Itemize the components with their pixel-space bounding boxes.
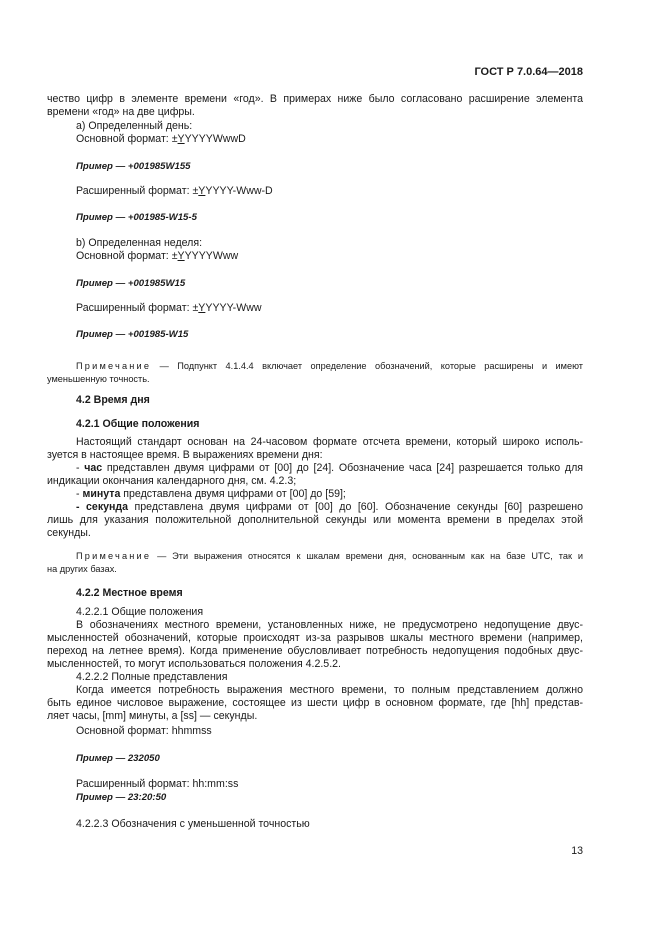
note-2-line-2: на других базах. bbox=[47, 564, 117, 574]
item-a-extended-format bbox=[76, 185, 273, 198]
time-example-1: Пример — 232050 bbox=[76, 753, 160, 764]
term-second: - секунда bbox=[76, 501, 129, 513]
item-a-example-1: Пример — +001985W155 bbox=[76, 161, 191, 172]
second-definition-line-1 bbox=[76, 501, 583, 514]
section-4-2-2-1-line-2: мысленностей обозначений, которые происходят из-за разрывов шкалы местного времени (например, bbox=[47, 632, 583, 644]
definition-text: представлена двумя цифрами от [00] до [59]; bbox=[120, 488, 346, 500]
section-4-2-title: 4.2 Время дня bbox=[76, 394, 150, 406]
format-label: Основной формат: bbox=[76, 133, 172, 145]
format-label: Основной формат: bbox=[76, 250, 172, 262]
note-text: — Эти выражения относятся к шкалам времени дня, основанным как на базе UTC, так и bbox=[151, 551, 583, 561]
list-dash: - bbox=[76, 462, 85, 474]
section-4-2-2-title: 4.2.2 Местное время bbox=[76, 587, 183, 599]
note-1-line-1 bbox=[76, 360, 583, 373]
format-sign: ± bbox=[192, 185, 199, 197]
time-example-2: Пример — 23:20:50 bbox=[76, 792, 167, 803]
extended-time-format: Расширенный формат: hh:mm:ss bbox=[76, 778, 239, 790]
format-sign: ± bbox=[171, 133, 178, 145]
basic-time-format: Основной формат: hhmmss bbox=[76, 725, 212, 737]
format-underlined-char: Y bbox=[198, 302, 206, 314]
intro-line-1: чество цифр в элементе времени «год». В примерах ниже было согласовано расширение элемента bbox=[47, 93, 583, 105]
note-label: Примечание bbox=[76, 551, 152, 561]
note-label: Примечание bbox=[76, 361, 152, 371]
second-definition-line-3: секунды. bbox=[47, 527, 91, 539]
definition-text: представлена двумя цифрами от [00] до [60]. Обозначение секунды [60] разрешено bbox=[128, 501, 583, 513]
format-label: Расширенный формат: bbox=[76, 302, 193, 314]
note-text: — Подпункт 4.1.4.4 включает определение обозначений, которые расширены и имеют bbox=[151, 361, 583, 371]
section-4-2-2-2-line-2: быть единое числовое выражение, состоящее из шести цифр в основном формате, где [hh] представ- bbox=[47, 697, 583, 709]
format-rest: YYYY-Www bbox=[205, 302, 262, 314]
document-id-header: ГОСТ Р 7.0.64—2018 bbox=[474, 66, 583, 78]
format-underlined-char: Y bbox=[177, 133, 185, 145]
hour-definition-line-2: индикации окончания календарного дня, см. 4.2.3; bbox=[47, 475, 297, 487]
format-rest: YYYYWwwD bbox=[184, 133, 246, 145]
format-label: Расширенный формат: bbox=[76, 185, 193, 197]
section-4-2-2-1-line-4: мысленностей, то могут использоваться положения 4.2.5.2. bbox=[47, 658, 341, 670]
definition-text: представлен двумя цифрами от [00] до [24]. Обозначение часа [24] разрешается только для bbox=[102, 462, 583, 474]
section-4-2-2-2-line-1: Когда имеется потребность выражения местного времени, то полным представлением должно bbox=[76, 684, 583, 696]
item-b-basic-format bbox=[76, 250, 238, 263]
section-4-2-1-para-line-1: Настоящий стандарт основан на 24-часовом формате отсчета времени, который широко исполь- bbox=[76, 436, 583, 448]
section-4-2-2-3-title: 4.2.2.3 Обозначения с уменьшенной точностью bbox=[76, 818, 310, 830]
format-sign: ± bbox=[171, 250, 178, 262]
section-4-2-1-title: 4.2.1 Общие положения bbox=[76, 418, 200, 430]
format-rest: YYYYWww bbox=[184, 250, 239, 262]
note-1-line-2: уменьшенную точность. bbox=[47, 374, 150, 384]
section-4-2-2-1-title: 4.2.2.1 Общие положения bbox=[76, 606, 204, 618]
format-underlined-char: Y bbox=[198, 185, 206, 197]
item-a-example-2: Пример — +001985-W15-5 bbox=[76, 212, 197, 223]
section-4-2-2-1-line-1: В обозначениях местного времени, установленных ниже, не предусмотрено недопущение двус- bbox=[76, 619, 583, 631]
hour-definition-line-1 bbox=[76, 462, 583, 475]
item-a-basic-format bbox=[76, 133, 246, 146]
format-rest: YYYY-Www-D bbox=[205, 185, 273, 197]
item-b-example-2: Пример — +001985-W15 bbox=[76, 329, 189, 340]
format-underlined-char: Y bbox=[177, 250, 185, 262]
term-minute: минута bbox=[82, 488, 121, 500]
section-4-2-2-2-line-3: ляет часы, [mm] минуты, а [ss] — секунды. bbox=[47, 710, 258, 722]
section-4-2-2-2-title: 4.2.2.2 Полные представления bbox=[76, 671, 228, 683]
section-4-2-1-para-line-2: зуется в настоящее время. В выражениях времени дня: bbox=[47, 449, 323, 461]
item-b-example-1: Пример — +001985W15 bbox=[76, 278, 186, 289]
page-number: 13 bbox=[571, 845, 583, 857]
format-sign: ± bbox=[192, 302, 199, 314]
item-a-label: а) Определенный день: bbox=[76, 120, 193, 132]
intro-line-2: времени «год» на две цифры. bbox=[47, 106, 195, 118]
minute-definition bbox=[76, 488, 346, 501]
second-definition-line-2: лишь для указания положительной дополнительной секунды или момента времени в пределах этой bbox=[47, 514, 583, 526]
term-hour: час bbox=[84, 462, 103, 474]
list-dash: - bbox=[76, 488, 83, 500]
item-b-label: b) Определенная неделя: bbox=[76, 237, 203, 249]
item-b-extended-format bbox=[76, 302, 262, 315]
note-2-line-1 bbox=[76, 550, 583, 563]
section-4-2-2-1-line-3: переход на летнее время). Когда применение обусловливает потребность недопущения подобных двус- bbox=[47, 645, 583, 657]
